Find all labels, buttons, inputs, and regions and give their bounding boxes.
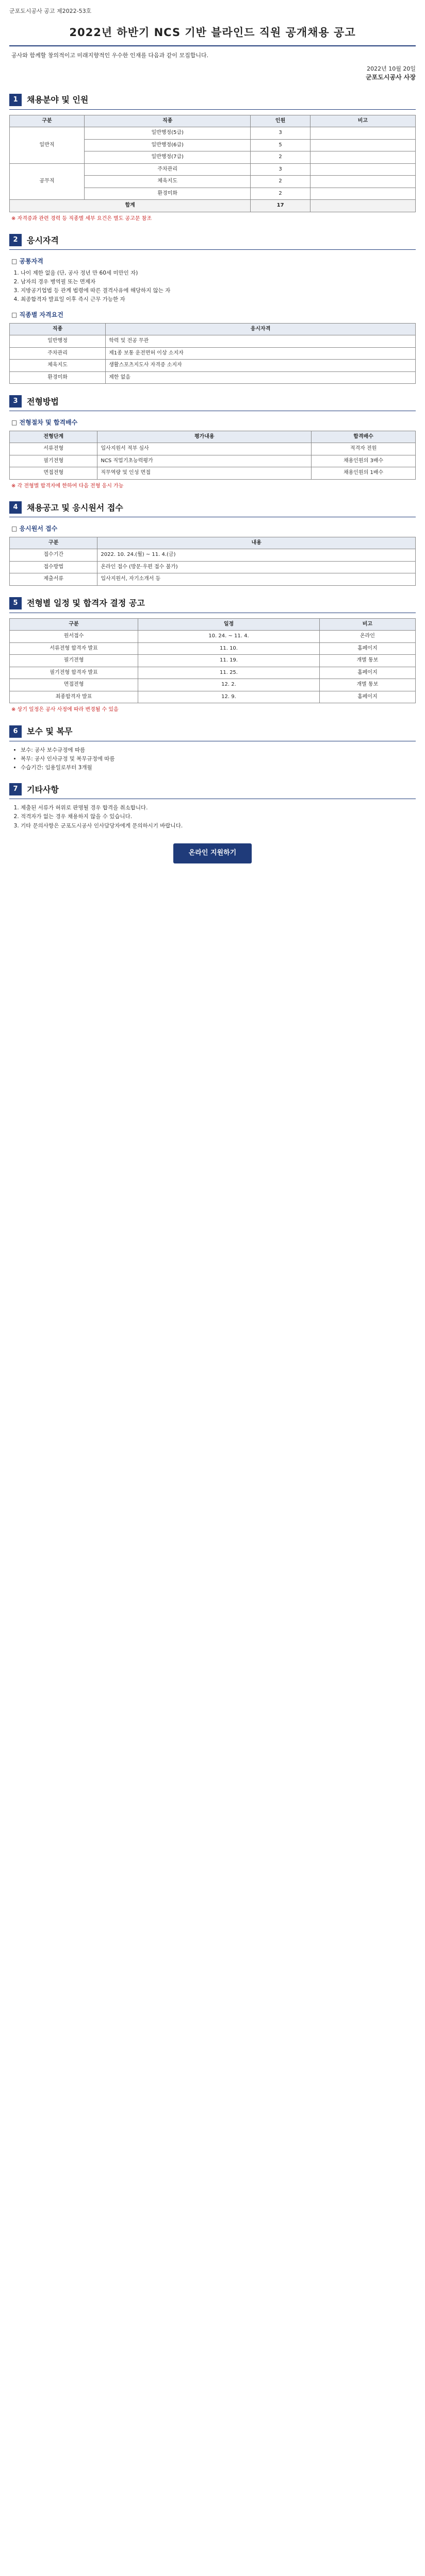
section-number: 2 bbox=[9, 234, 22, 246]
recruit-table bbox=[9, 115, 416, 212]
table-row: 환경미화 2 bbox=[10, 188, 416, 200]
table-row: 필기전형 합격자 발표 11. 25. 홈페이지 bbox=[10, 667, 416, 679]
table-row: 서류전형 입사지원서 적부 심사 적격자 전원 bbox=[10, 443, 416, 455]
list-item: 1. 제출된 서류가 허위로 판명될 경우 합격을 취소합니다. bbox=[21, 804, 413, 812]
schedule-table: 구분 일정 비고 원서접수 10. 24. ~ 11. 4. 온라인 서류전형 합격자 발표 11. 10. 홈페이지 필기전형 11. 19. 개별 통보 필기전형 합격자 발표 11. 25. 홈페이지 면접전형 12. 2. 개별 통보 최종합격자 발표 12. 9. 홈페이지 bbox=[9, 618, 416, 704]
schedule-note: ※ 상기 일정은 공사 사정에 따라 변경될 수 있음 bbox=[11, 707, 119, 713]
table-row: 체육지도 2 bbox=[10, 176, 416, 188]
section-number: 1 bbox=[9, 94, 22, 106]
section-2-header bbox=[9, 234, 416, 250]
table-row: 일반행정 학력 및 전공 무관 bbox=[10, 335, 416, 348]
section-6-header bbox=[9, 725, 416, 741]
section-number: 7 bbox=[9, 783, 22, 795]
table-row: 면접전형 직무역량 및 인성 면접 채용인원의 1배수 bbox=[10, 467, 416, 480]
table-row: 원서접수 10. 24. ~ 11. 4. 온라인 bbox=[10, 631, 416, 643]
table-row: 일반직 일반행정(5급) 3 bbox=[10, 127, 416, 140]
table-row: 최종합격자 발표 12. 9. 홈페이지 bbox=[10, 691, 416, 703]
section-label: 전형방법 bbox=[27, 396, 59, 406]
page-title: 2022년 하반기 NCS 기반 블라인드 직원 공개채용 공고 bbox=[9, 21, 416, 46]
section-number: 5 bbox=[9, 597, 22, 609]
subsection-title: □ 응시원서 접수 bbox=[11, 524, 416, 533]
section-label: 보수 및 복무 bbox=[27, 726, 73, 736]
table-total-row: 합계 17 bbox=[10, 200, 416, 212]
table-row: 일반행정(6급) 5 bbox=[10, 139, 416, 151]
table-row: 접수기간 2022. 10. 24.(월) ~ 11. 4.(금) bbox=[10, 549, 416, 562]
table-row: 공무직 주차관리 3 bbox=[10, 163, 416, 176]
table-row: 환경미화 제한 없음 bbox=[10, 371, 416, 384]
table-header: 비고 bbox=[310, 115, 415, 127]
table-row: 접수방법 온라인 접수 (방문·우편 접수 불가) bbox=[10, 561, 416, 573]
subsection-title: □ 직종별 자격요건 bbox=[11, 311, 416, 319]
section-label: 응시자격 bbox=[27, 235, 59, 245]
section-number: 4 bbox=[9, 501, 22, 514]
table-row: 서류전형 합격자 발표 11. 10. 홈페이지 bbox=[10, 642, 416, 655]
section-label: 채용분야 및 인원 bbox=[27, 95, 89, 105]
list-item: 4. 최종합격자 발표일 이후 즉시 근무 가능한 자 bbox=[21, 296, 413, 303]
notice-date: 2022년 10월 20일 bbox=[367, 65, 416, 73]
section-number: 3 bbox=[9, 395, 22, 408]
table-row: 면접전형 12. 2. 개별 통보 bbox=[10, 679, 416, 691]
process-table: 전형단계 평가내용 합격배수 서류전형 입사지원서 적부 심사 적격자 전원 필기전형 NCS 직업기초능력평가 채용인원의 3배수 면접전형 직무역량 및 인성 면접 채용인원의 1배수 bbox=[9, 431, 416, 480]
section-1-header bbox=[9, 94, 416, 110]
process-note: ※ 각 전형별 합격자에 한하여 다음 전형 응시 가능 bbox=[11, 483, 124, 489]
table-row: 체육지도 생활스포츠지도사 자격증 소지자 bbox=[10, 360, 416, 372]
list-item: 3. 지방공기업법 등 관계 법령에 따른 결격사유에 해당하지 않는 자 bbox=[21, 287, 413, 295]
list-item: 3. 기타 문의사항은 군포도시공사 인사담당자에게 문의하시기 바랍니다. bbox=[21, 822, 413, 830]
notice-org: 군포도시공사 사장 bbox=[366, 74, 416, 81]
application-table: 구분 내용 접수기간 2022. 10. 24.(월) ~ 11. 4.(금) 접수방법 온라인 접수 (방문·우편 접수 불가) 제출서류 입사지원서, 자기소개서 등 bbox=[9, 537, 416, 586]
section-4-header bbox=[9, 501, 416, 517]
table-row: 주차관리 제1종 보통 운전면허 이상 소지자 bbox=[10, 347, 416, 360]
subsection-title: □ 전형절차 및 합격배수 bbox=[11, 418, 416, 427]
table-header: 구분 bbox=[10, 115, 85, 127]
section-3-header bbox=[9, 395, 416, 411]
list-item: 2. 남자의 경우 병역필 또는 면제자 bbox=[21, 278, 413, 286]
list-item: 2. 적격자가 없는 경우 채용하지 않을 수 있습니다. bbox=[21, 813, 413, 821]
apply-button[interactable]: 온라인 지원하기 bbox=[173, 843, 252, 863]
apply-area bbox=[9, 843, 416, 863]
table-row: 필기전형 11. 19. 개별 통보 bbox=[10, 655, 416, 667]
notice-page bbox=[0, 0, 425, 879]
recruit-note: ※ 자격증과 관련 경력 등 직종별 세부 요건은 별도 공고문 참조 bbox=[11, 215, 152, 222]
list-item: • 복무: 공사 인사규정 및 복무규정에 따름 bbox=[21, 755, 413, 763]
section-label: 전형별 일정 및 합격자 결정 공고 bbox=[27, 598, 145, 608]
table-header: 직종 bbox=[85, 115, 251, 127]
section-label: 채용공고 및 응시원서 접수 bbox=[27, 502, 123, 513]
table-row: 제출서류 입사지원서, 자기소개서 등 bbox=[10, 573, 416, 586]
subsection-title: □ 공통자격 bbox=[11, 257, 416, 266]
section-7-header bbox=[9, 783, 416, 799]
list-item: • 수습기간: 임용일로부터 3개월 bbox=[21, 764, 413, 772]
section-number: 6 bbox=[9, 725, 22, 738]
intro-text: 공사와 함께할 창의적이고 미래지향적인 우수한 인재를 다음과 같이 모집합니다. bbox=[11, 52, 209, 59]
list-item: 1. 나이 제한 없음 (단, 공사 정년 만 60세 미만인 자) bbox=[21, 269, 413, 277]
table-header: 인원 bbox=[251, 115, 310, 127]
pay-list bbox=[12, 747, 413, 772]
section-label: 기타사항 bbox=[27, 784, 59, 794]
list-item: • 보수: 공사 보수규정에 따름 bbox=[21, 747, 413, 754]
table-row: 일반행정(7급) 2 bbox=[10, 151, 416, 164]
notice-number: 군포도시공사 공고 제2022-53호 bbox=[9, 8, 92, 14]
eligibility-list bbox=[12, 269, 413, 304]
table-row: 필기전형 NCS 직업기초능력평가 채용인원의 3배수 bbox=[10, 455, 416, 467]
etc-list bbox=[12, 804, 413, 830]
section-5-header bbox=[9, 597, 416, 613]
requirement-table: 직종 응시자격 일반행정 학력 및 전공 무관 주차관리 제1종 보통 운전면허 이상 소지자 체육지도 생활스포츠지도사 자격증 소지자 환경미화 제한 없음 bbox=[9, 323, 416, 384]
